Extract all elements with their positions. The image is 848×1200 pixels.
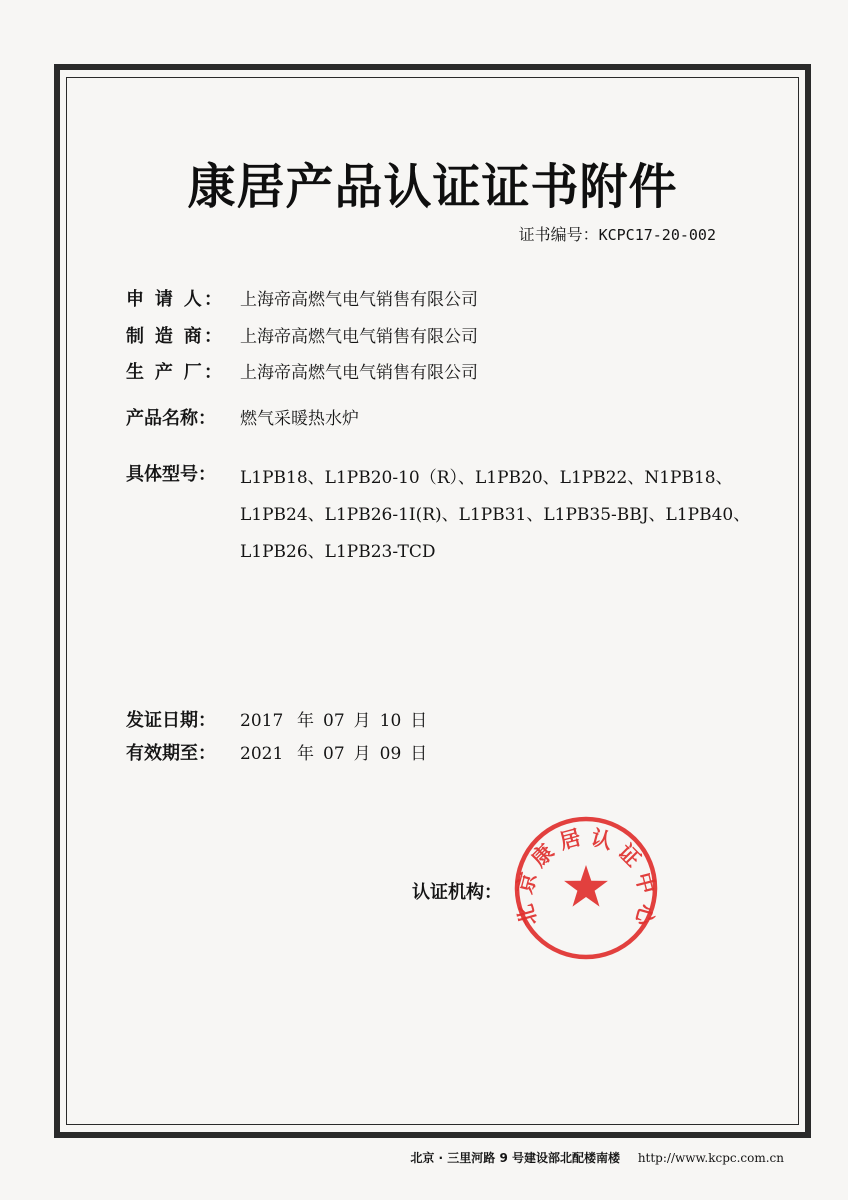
certificate-number-value: KCPC17-20-002 bbox=[598, 226, 716, 244]
valid-until-label: 有效期至： bbox=[126, 743, 216, 764]
models-list bbox=[240, 460, 760, 571]
manufacturer-label: 制 造 商： bbox=[126, 326, 222, 347]
issue-date-day-unit: 日 bbox=[410, 711, 428, 731]
product-name-row bbox=[126, 404, 359, 430]
footer-url[interactable]: http://www.kcpc.com.cn bbox=[637, 1151, 784, 1165]
authority-label: 认证机构： bbox=[412, 882, 502, 903]
valid-until-year-unit: 年 bbox=[297, 744, 314, 764]
models-line: L1PB24、L1PB26-1I(R)、L1PB31、L1PB35-BBJ、L1PB40、 bbox=[240, 505, 751, 525]
official-seal bbox=[513, 815, 659, 961]
issue-date-month-unit: 月 bbox=[353, 711, 371, 731]
applicant-label: 申 请 人： bbox=[126, 289, 222, 310]
models-line: L1PB18、L1PB20-10（R）、L1PB20、L1PB22、N1PB18、 bbox=[240, 468, 733, 488]
issue-date-year: 2017 bbox=[240, 711, 284, 731]
valid-until-month-unit: 月 bbox=[353, 744, 371, 764]
product-name-label: 产品名称： bbox=[126, 408, 216, 429]
factory-value: 上海帝高燃气电气销售有限公司 bbox=[240, 363, 478, 383]
product-name-value: 燃气采暖热水炉 bbox=[240, 409, 359, 429]
issue-date-month: 07 bbox=[323, 711, 345, 731]
certificate-number bbox=[519, 222, 716, 245]
issue-date-day: 10 bbox=[379, 711, 402, 731]
factory-row bbox=[126, 358, 478, 384]
issue-date-year-unit: 年 bbox=[297, 711, 314, 731]
valid-until-row bbox=[126, 739, 436, 765]
applicant-value: 上海帝高燃气电气销售有限公司 bbox=[240, 290, 478, 310]
factory-label: 生 产 厂： bbox=[126, 362, 222, 383]
valid-until-day-unit: 日 bbox=[410, 744, 428, 764]
manufacturer-value: 上海帝高燃气电气销售有限公司 bbox=[240, 327, 478, 347]
issue-date-row bbox=[126, 706, 436, 732]
valid-until-year: 2021 bbox=[240, 744, 284, 764]
manufacturer-row bbox=[126, 322, 478, 348]
models-line: L1PB26、L1PB23-TCD bbox=[240, 542, 436, 562]
document-title: 康居产品认证证书附件 bbox=[187, 159, 678, 215]
valid-until-day: 09 bbox=[379, 744, 402, 764]
issue-date-label: 发证日期： bbox=[126, 710, 216, 731]
valid-until-month: 07 bbox=[323, 744, 345, 764]
footer bbox=[410, 1149, 784, 1166]
certificate-number-label: 证书编号： bbox=[518, 225, 599, 244]
footer-address: 北京 · 三里河路 9 号建设部北配楼南楼 bbox=[410, 1151, 620, 1165]
seal-text: 北 京 康 居 认 证 中 心 bbox=[513, 825, 659, 929]
applicant-row bbox=[126, 285, 478, 311]
models-label: 具体型号： bbox=[126, 464, 216, 485]
seal-star-icon bbox=[564, 865, 608, 907]
